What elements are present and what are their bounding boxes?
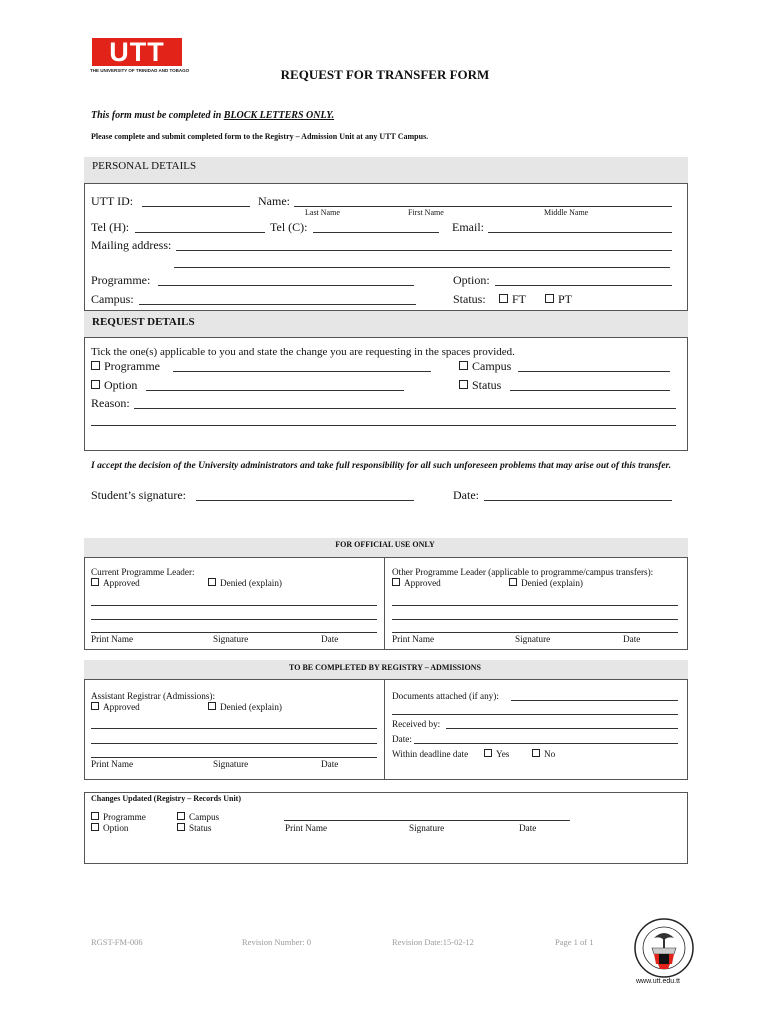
current-explain-line-2[interactable]	[91, 619, 377, 620]
official-divider	[384, 558, 385, 650]
campus-label: Campus:	[91, 292, 134, 306]
status-ft-option[interactable]	[499, 292, 526, 307]
email-label: Email:	[452, 220, 484, 234]
changes-date: Date	[519, 823, 537, 833]
registry-signoff-line[interactable]	[91, 757, 377, 758]
changes-programme-checkbox[interactable]	[91, 812, 99, 820]
request-campus-option[interactable]	[459, 359, 511, 374]
request-status-label: Status	[472, 378, 502, 392]
acceptance-statement: I accept the decision of the University administrators and take full responsibility for all such unforeseen problems that may arise out of this transfer.	[91, 461, 672, 471]
registry-divider	[384, 680, 385, 780]
changes-programme-option[interactable]	[91, 812, 146, 822]
pt-label: PT	[558, 292, 573, 306]
seal-icon	[632, 916, 696, 980]
changes-status-label: Status	[189, 823, 212, 833]
deadline-yes-option[interactable]	[484, 749, 509, 759]
other-approved-option[interactable]	[392, 578, 441, 588]
request-status-checkbox[interactable]	[459, 380, 468, 389]
status-label: Status:	[453, 292, 486, 306]
personal-details-title: PERSONAL DETAILS	[92, 160, 197, 172]
request-option-field[interactable]	[146, 390, 404, 391]
student-signature-field[interactable]	[196, 500, 414, 501]
registry-title: TO BE COMPLETED BY REGISTRY – ADMISSIONS	[289, 663, 481, 672]
registry-approved-label: Approved	[103, 702, 140, 712]
registry-approved-option[interactable]	[91, 702, 140, 712]
request-campus-checkbox[interactable]	[459, 361, 468, 370]
current-approved-option[interactable]	[91, 578, 140, 588]
changes-signature: Signature	[409, 823, 445, 833]
registry-date: Date	[321, 759, 339, 769]
changes-programme-label: Programme	[103, 812, 146, 822]
first-name-caption: First Name	[408, 208, 444, 217]
form-code: RGST-FM-006	[91, 937, 143, 947]
current-denied-label: Denied (explain)	[220, 578, 282, 588]
logo-subtitle: THE UNIVERSITY OF TRINIDAD AND TOBAGO	[90, 68, 190, 73]
current-leader-label: Current Programme Leader:	[91, 567, 195, 577]
student-signature-label: Student’s signature:	[91, 488, 186, 502]
reason-label: Reason:	[91, 396, 130, 410]
asst-registrar-label: Assistant Registrar (Admissions):	[91, 691, 216, 701]
registry-denied-option[interactable]	[208, 702, 282, 712]
other-denied-option[interactable]	[509, 578, 583, 588]
name-label: Name:	[258, 194, 290, 208]
ft-label: FT	[512, 292, 527, 306]
documents-attached-field-2[interactable]	[392, 714, 678, 715]
tel-cell-field[interactable]	[313, 232, 439, 233]
programme-field[interactable]	[158, 285, 414, 286]
revision-date: Revision Date:15-02-12	[392, 937, 474, 947]
option-field[interactable]	[495, 285, 672, 286]
reason-field[interactable]	[134, 408, 676, 409]
other-signoff-line[interactable]	[392, 632, 678, 633]
changes-signoff-line[interactable]	[284, 820, 570, 821]
student-date-field[interactable]	[484, 500, 672, 501]
university-url: www.utt.edu.tt	[636, 978, 680, 985]
status-pt-option[interactable]	[545, 292, 572, 307]
request-status-option[interactable]	[459, 378, 501, 393]
note-emphasis: BLOCK LETTERS ONLY.	[223, 110, 335, 121]
current-denied-option[interactable]	[208, 578, 282, 588]
current-explain-line-1[interactable]	[91, 605, 377, 606]
campus-field[interactable]	[139, 304, 416, 305]
current-date: Date	[321, 634, 339, 644]
name-field[interactable]	[294, 206, 672, 207]
request-status-field[interactable]	[510, 390, 670, 391]
other-explain-line-2[interactable]	[392, 619, 678, 620]
deadline-yes-label: Yes	[496, 749, 510, 759]
current-signature: Signature	[213, 634, 249, 644]
changes-campus-option[interactable]	[177, 812, 219, 822]
other-approved-label: Approved	[404, 578, 441, 588]
changes-status-option[interactable]	[177, 823, 211, 833]
changes-status-checkbox[interactable]	[177, 823, 185, 831]
request-programme-checkbox[interactable]	[91, 361, 100, 370]
tel-home-field[interactable]	[135, 232, 265, 233]
mailing-address-field-2[interactable]	[174, 267, 670, 268]
registry-denied-label: Denied (explain)	[220, 702, 282, 712]
mailing-address-label: Mailing address:	[91, 238, 172, 252]
other-explain-line-1[interactable]	[392, 605, 678, 606]
request-option-label: Option	[104, 378, 138, 392]
request-instruction: Tick the one(s) applicable to you and state the change you are requesting in the spaces provided.	[91, 346, 515, 358]
other-denied-label: Denied (explain)	[521, 578, 583, 588]
request-programme-option[interactable]	[91, 359, 160, 374]
block-letters-note	[91, 110, 334, 121]
deadline-no-label: No	[544, 749, 556, 759]
registry-date-field[interactable]	[414, 743, 678, 744]
deadline-yes-checkbox[interactable]	[484, 749, 492, 757]
changes-option-checkbox[interactable]	[91, 823, 99, 831]
tel-cell-label: Tel (C):	[270, 220, 308, 234]
registry-explain-line-2[interactable]	[91, 743, 377, 744]
registry-approved-checkbox[interactable]	[91, 702, 99, 710]
registry-signature: Signature	[213, 759, 249, 769]
official-use-title: FOR OFFICIAL USE ONLY	[335, 540, 435, 549]
received-by-label: Received by:	[392, 719, 441, 729]
utt-logo	[92, 38, 182, 66]
request-option-checkbox[interactable]	[91, 380, 100, 389]
received-by-field[interactable]	[446, 728, 678, 729]
middle-name-caption: Middle Name	[544, 208, 589, 217]
other-approved-checkbox[interactable]	[392, 578, 400, 586]
option-label: Option:	[453, 273, 490, 287]
ft-checkbox[interactable]	[499, 294, 508, 303]
registry-explain-line-1[interactable]	[91, 728, 377, 729]
request-programme-field[interactable]	[173, 371, 431, 372]
current-approved-label: Approved	[103, 578, 140, 588]
utt-id-field[interactable]	[142, 206, 250, 207]
documents-attached-field[interactable]	[511, 700, 678, 701]
pt-checkbox[interactable]	[545, 294, 554, 303]
other-print-name: Print Name	[392, 634, 435, 644]
registry-print-name: Print Name	[91, 759, 134, 769]
mailing-address-field[interactable]	[176, 250, 672, 251]
changes-campus-checkbox[interactable]	[177, 812, 185, 820]
email-field[interactable]	[488, 232, 672, 233]
page-number: Page 1 of 1	[555, 937, 594, 947]
documents-attached-label: Documents attached (if any):	[392, 691, 499, 701]
request-details-title: REQUEST DETAILS	[92, 316, 195, 328]
current-signoff-line[interactable]	[91, 632, 377, 633]
changes-print-name: Print Name	[285, 823, 328, 833]
student-date-label: Date:	[453, 488, 479, 502]
deadline-no-checkbox[interactable]	[532, 749, 540, 757]
request-option-option[interactable]	[91, 378, 137, 393]
tel-home-label: Tel (H):	[91, 220, 130, 234]
registry-date-label: Date:	[392, 734, 412, 744]
registry-denied-checkbox[interactable]	[208, 702, 216, 710]
current-print-name: Print Name	[91, 634, 134, 644]
other-leader-label: Other Programme Leader (applicable to programme/campus transfers):	[392, 567, 654, 577]
logo-text: UTT	[109, 37, 165, 67]
utt-seal	[632, 916, 696, 980]
other-date: Date	[623, 634, 641, 644]
submit-instruction: Please complete and submit completed form to the Registry – Admission Unit at any UTT Campus.	[91, 132, 429, 141]
note-prefix: This form must be completed in	[91, 110, 224, 121]
deadline-label: Within deadline date	[392, 749, 469, 759]
deadline-no-option[interactable]	[532, 749, 555, 759]
changes-option-label: Option	[103, 823, 129, 833]
programme-label: Programme:	[91, 273, 151, 287]
utt-id-label: UTT ID:	[91, 194, 134, 208]
page-title: REQUEST FOR TRANSFER FORM	[280, 67, 490, 82]
revision-number: Revision Number: 0	[242, 937, 311, 947]
request-campus-field[interactable]	[518, 371, 670, 372]
current-denied-checkbox[interactable]	[208, 578, 216, 586]
changes-title: Changes Updated (Registry – Records Unit)	[91, 794, 241, 803]
last-name-caption: Last Name	[305, 208, 340, 217]
reason-field-2[interactable]	[91, 425, 676, 426]
other-denied-checkbox[interactable]	[509, 578, 517, 586]
other-signature: Signature	[515, 634, 551, 644]
request-campus-label: Campus	[472, 359, 512, 373]
current-approved-checkbox[interactable]	[91, 578, 99, 586]
request-programme-label: Programme	[104, 359, 160, 373]
changes-option-option[interactable]	[91, 823, 129, 833]
changes-campus-label: Campus	[189, 812, 220, 822]
